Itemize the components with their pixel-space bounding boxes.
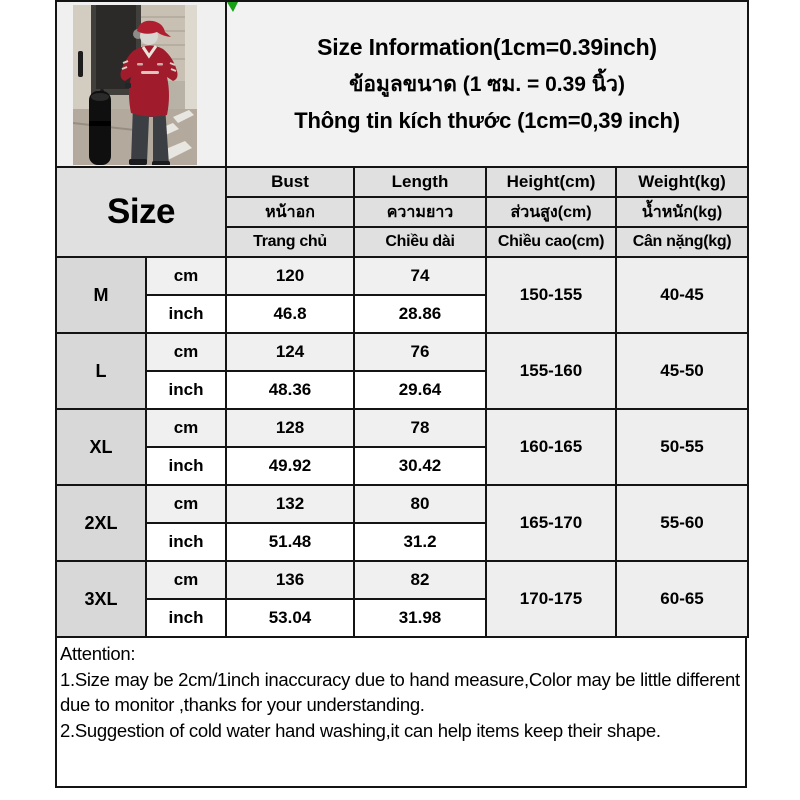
header-size: Size — [56, 167, 226, 257]
unit-label-inch: inch — [146, 371, 226, 409]
title-vi: Thông tin kích thước (1cm=0,39 inch) — [294, 108, 680, 133]
header-length-th: ความยาว — [354, 197, 486, 227]
height-range-xl: 160-165 — [486, 409, 616, 485]
title-th: ข้อมูลขนาด (1 ซม. = 0.39 นิ้ว) — [349, 73, 625, 96]
attention-box — [55, 636, 747, 788]
bust-cm-xl: 128 — [226, 409, 354, 447]
length-inch-3xl: 31.98 — [354, 599, 486, 637]
length-cm-m: 74 — [354, 257, 486, 295]
height-range-m: 150-155 — [486, 257, 616, 333]
length-inch-m: 28.86 — [354, 295, 486, 333]
weight-range-l: 45-50 — [616, 333, 748, 409]
header-height-vi: Chiều cao(cm) — [486, 227, 616, 257]
photo-shirt-print — [141, 71, 159, 74]
title-en: Size Information(1cm=0.39inch) — [317, 34, 657, 60]
header-weight-th: น้ำหนัก(kg) — [616, 197, 748, 227]
bust-cm-m: 120 — [226, 257, 354, 295]
size-label-l: L — [56, 333, 146, 409]
photo-bollard — [89, 91, 111, 165]
attention-note-2: 2.Suggestion of cold water hand washing,it can help items keep their shape. — [60, 719, 661, 741]
header-bust-vi: Trang chủ — [226, 227, 354, 257]
length-inch-xl: 30.42 — [354, 447, 486, 485]
length-inch-l: 29.64 — [354, 371, 486, 409]
weight-range-3xl: 60-65 — [616, 561, 748, 637]
length-inch-2xl: 31.2 — [354, 523, 486, 561]
unit-label-cm: cm — [146, 409, 226, 447]
size-label-xl: XL — [56, 409, 146, 485]
header-bust-th: หน้าอก — [226, 197, 354, 227]
size-label-3xl: 3XL — [56, 561, 146, 637]
unit-label-inch: inch — [146, 599, 226, 637]
size-table — [55, 0, 749, 638]
unit-label-cm: cm — [146, 485, 226, 523]
header-length-vi: Chiều dài — [354, 227, 486, 257]
size-chart-wrap — [55, 0, 747, 788]
bust-cm-2xl: 132 — [226, 485, 354, 523]
header-bust-en: Bust — [226, 167, 354, 197]
height-range-2xl: 165-170 — [486, 485, 616, 561]
header-length-en: Length — [354, 167, 486, 197]
unit-label-inch: inch — [146, 295, 226, 333]
size-label-m: M — [56, 257, 146, 333]
unit-label-cm: cm — [146, 257, 226, 295]
bust-cm-3xl: 136 — [226, 561, 354, 599]
product-photo — [73, 5, 197, 165]
size-label-2xl: 2XL — [56, 485, 146, 561]
unit-label-cm: cm — [146, 561, 226, 599]
weight-range-xl: 50-55 — [616, 409, 748, 485]
height-range-l: 155-160 — [486, 333, 616, 409]
title-cell — [226, 1, 748, 167]
bust-inch-m: 46.8 — [226, 295, 354, 333]
height-range-3xl: 170-175 — [486, 561, 616, 637]
length-cm-l: 76 — [354, 333, 486, 371]
unit-label-inch: inch — [146, 523, 226, 561]
unit-label-cm: cm — [146, 333, 226, 371]
green-corner-marker — [227, 2, 238, 12]
length-cm-xl: 78 — [354, 409, 486, 447]
header-height-th: ส่วนสูง(cm) — [486, 197, 616, 227]
length-cm-2xl: 80 — [354, 485, 486, 523]
weight-range-m: 40-45 — [616, 257, 748, 333]
header-height-en: Height(cm) — [486, 167, 616, 197]
header-weight-en: Weight(kg) — [616, 167, 748, 197]
bust-inch-3xl: 53.04 — [226, 599, 354, 637]
length-cm-3xl: 82 — [354, 561, 486, 599]
bust-inch-xl: 49.92 — [226, 447, 354, 485]
unit-label-inch: inch — [146, 447, 226, 485]
bust-inch-2xl: 51.48 — [226, 523, 354, 561]
attention-note-1: 1.Size may be 2cm/1inch inaccuracy due to hand measure,Color may be little different due to monitor ,thanks for your understanding. — [60, 668, 740, 716]
photo-watch — [125, 83, 131, 88]
product-photo-cell — [56, 1, 226, 167]
bust-cm-l: 124 — [226, 333, 354, 371]
street-scene-illustration — [73, 5, 197, 165]
bust-inch-l: 48.36 — [226, 371, 354, 409]
weight-range-2xl: 55-60 — [616, 485, 748, 561]
header-weight-vi: Cân nặng(kg) — [616, 227, 748, 257]
attention-heading: Attention: — [60, 643, 136, 664]
